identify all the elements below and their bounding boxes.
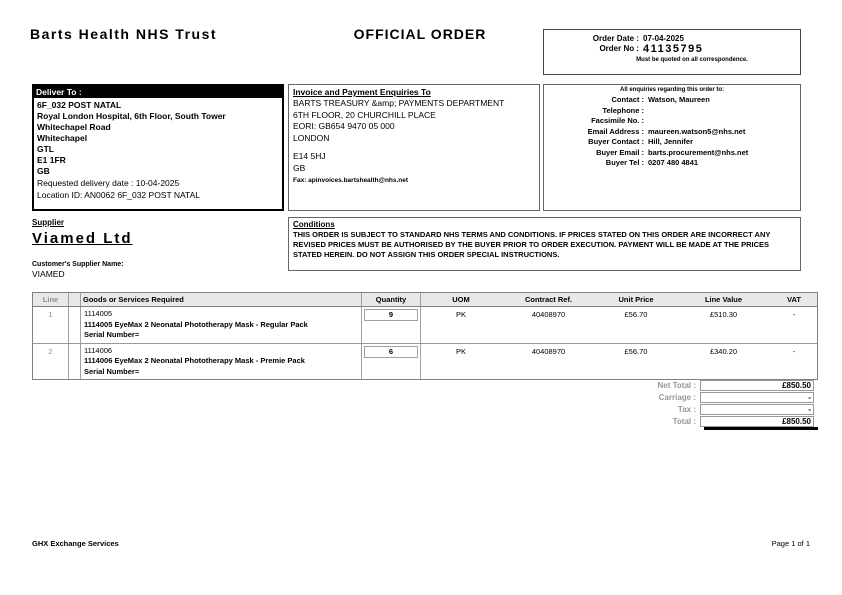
contact-value: barts.procurement@nhs.net: [648, 147, 749, 157]
supplier-section: [32, 218, 133, 279]
supplier-heading: Supplier: [32, 218, 65, 227]
grand-total-row: [620, 416, 818, 427]
customer-supplier-name: VIAMED: [32, 269, 65, 279]
invoice-line: BARTS TREASURY &amp; PAYMENTS DEPARTMENT: [293, 98, 505, 108]
tax-label: Tax :: [677, 405, 696, 414]
net-total-label: Net Total :: [657, 381, 696, 390]
header-contract-ref: Contract Ref.: [524, 295, 573, 304]
deliver-to-box: [32, 84, 284, 211]
deliver-line: E1 1FR: [37, 155, 66, 165]
deliver-line: Whitechapel Road: [37, 122, 111, 132]
table-header-row: [33, 293, 817, 307]
item-description: 1114005 EyeMax 2 Neonatal Phototherapy Mask - Regular Pack: [84, 319, 308, 329]
header-uom: UOM: [452, 295, 470, 304]
row-contract-ref: 40408970: [531, 346, 566, 356]
order-date-value: 07-04-2025: [643, 34, 684, 43]
row-unit-price: £56.70: [624, 310, 648, 319]
customer-supplier-label: Customer's Supplier Name:: [32, 261, 124, 268]
row-quantity-cell: [361, 307, 421, 343]
row-line-value: £340.20: [709, 346, 738, 356]
deliver-line: Whitechapel: [37, 133, 88, 143]
contact-row: [544, 127, 800, 138]
contact-value: Hill, Jennifer: [648, 137, 694, 146]
contact-label: Buyer Tel :: [605, 158, 644, 167]
deliver-line: GTL: [37, 144, 54, 154]
header-vat: VAT: [787, 295, 801, 304]
order-date-label: Order Date :: [592, 34, 639, 43]
contact-row: [544, 137, 800, 148]
supplier-name: Viamed Ltd: [32, 230, 133, 247]
table-row: [33, 307, 817, 344]
order-reference-box: [543, 29, 801, 75]
row-line-number: 2: [33, 344, 69, 380]
order-lines-table: [32, 292, 818, 380]
header-quantity: Quantity: [361, 293, 421, 306]
document-title: OFFICIAL ORDER: [353, 26, 487, 42]
deliver-line: GB: [37, 166, 50, 176]
grand-total-label: Total :: [672, 417, 696, 426]
deliver-line: Royal London Hospital, 6th Floor, South Tower: [37, 111, 226, 121]
header-spacer-col: [69, 293, 81, 306]
invoice-line: EORI: GB654 9470 05 000: [293, 121, 395, 131]
contact-label: Contact :: [611, 95, 644, 104]
footer-service-name: GHX Exchange Services: [32, 539, 119, 548]
invoice-line: GB: [293, 162, 306, 173]
item-code: 1114005: [84, 309, 113, 318]
location-id: Location ID: AN0062 6F_032 POST NATAL: [37, 190, 201, 200]
contact-label: Buyer Email :: [596, 147, 644, 157]
header-line: Line: [33, 293, 69, 306]
contact-value: [644, 116, 648, 127]
enquiries-box: [543, 84, 801, 211]
tax-row: [620, 404, 818, 415]
carriage-row: [620, 392, 818, 403]
header-goods: Goods or Services Required: [83, 295, 184, 304]
contact-value: Watson, Maureen: [648, 95, 710, 104]
tax-value: -: [700, 404, 814, 415]
invoice-fax: Fax: apinvoices.bartshealth@nhs.net: [293, 177, 409, 184]
quantity-value: 9: [364, 309, 418, 321]
invoice-line: 6TH FLOOR, 20 CHURCHILL PLACE: [293, 109, 436, 120]
row-unit-price: £56.70: [624, 346, 648, 356]
requested-delivery-date: Requested delivery date : 10-04-2025: [37, 178, 180, 188]
contact-value: 0207 480 4841: [648, 158, 699, 167]
conditions-text: THIS ORDER IS SUBJECT TO STANDARD NHS TERMS AND CONDITIONS. IF PRICES STATED ON THIS ORDER ARE INCORRECT ANY REVISED PRICES MUST BE AUTHORISED BY THE BUYER PRIOR TO ORDER EXECUTION. PAYMENT WILL BE MADE AT THE PRICES STATED HEREIN. DO NOT ASSIGN THIS ORDER SPECIAL INSTRUCTIONS.: [293, 230, 771, 259]
carriage-label: Carriage :: [658, 393, 696, 402]
contact-row: [544, 158, 800, 169]
contact-value: [644, 106, 648, 117]
row-contract-ref: 40408970: [531, 310, 566, 319]
invoice-enquiries-box: [288, 84, 540, 211]
item-serial: Serial Number=: [84, 330, 140, 339]
header-unit-price: Unit Price: [618, 295, 654, 304]
row-spacer-col: [69, 344, 81, 380]
row-quantity-cell: [361, 344, 421, 380]
quantity-value: 6: [364, 346, 418, 358]
contact-row: [544, 95, 800, 106]
deliver-line: 6F_032 POST NATAL: [37, 100, 122, 110]
conditions-box: [288, 217, 801, 271]
order-no-value: 41135795: [643, 43, 704, 55]
item-description: 1114006 EyeMax 2 Neonatal Phototherapy Mask - Premie Pack: [84, 356, 305, 365]
row-vat: -: [792, 310, 796, 319]
contact-row: [544, 116, 800, 127]
order-no-label: Order No :: [599, 44, 639, 53]
item-serial: Serial Number=: [84, 366, 140, 376]
contact-value: maureen.watson5@nhs.net: [648, 126, 746, 136]
contact-label: Telephone :: [602, 105, 644, 115]
table-row: [33, 344, 817, 380]
net-total-row: [620, 380, 818, 391]
contact-label: Buyer Contact :: [588, 137, 644, 146]
row-line-number: 1: [33, 307, 69, 343]
carriage-value: -: [700, 392, 814, 403]
contact-label: Email Address :: [587, 126, 644, 136]
row-line-value: £510.30: [709, 310, 738, 319]
conditions-heading: Conditions: [293, 220, 335, 229]
deliver-to-address: [34, 98, 282, 177]
order-no-row: [544, 44, 800, 54]
invoice-line: E14 5HJ: [293, 151, 326, 161]
order-date-row: [544, 34, 800, 43]
row-spacer-col: [69, 307, 81, 343]
totals-section: [620, 380, 818, 430]
row-uom: PK: [455, 310, 466, 319]
net-total-value: £850.50: [700, 380, 814, 391]
order-note: Must be quoted on all correspondence.: [636, 57, 748, 63]
row-uom: PK: [455, 346, 466, 356]
grand-total-value: £850.50: [700, 416, 814, 427]
row-goods-cell: [81, 307, 361, 343]
contact-row: [544, 106, 800, 117]
deliver-to-title: Deliver To :: [34, 86, 282, 98]
contact-row: [544, 148, 800, 159]
spacer: [293, 144, 535, 151]
contact-label: Facsimile No. :: [591, 116, 644, 125]
item-code: 1114006: [84, 345, 113, 355]
row-goods-cell: [81, 344, 361, 380]
row-vat: -: [792, 346, 796, 356]
footer-page-number: Page 1 of 1: [771, 539, 810, 548]
header-line-value: Line Value: [704, 295, 743, 304]
trust-name: Barts Health NHS Trust: [30, 26, 218, 42]
invoice-line: LONDON: [293, 132, 330, 143]
enquiries-heading: All enquiries regarding this order to:: [619, 87, 724, 93]
invoice-enquiries-title: Invoice and Payment Enquiries To: [293, 87, 431, 97]
total-rule: [704, 427, 818, 430]
